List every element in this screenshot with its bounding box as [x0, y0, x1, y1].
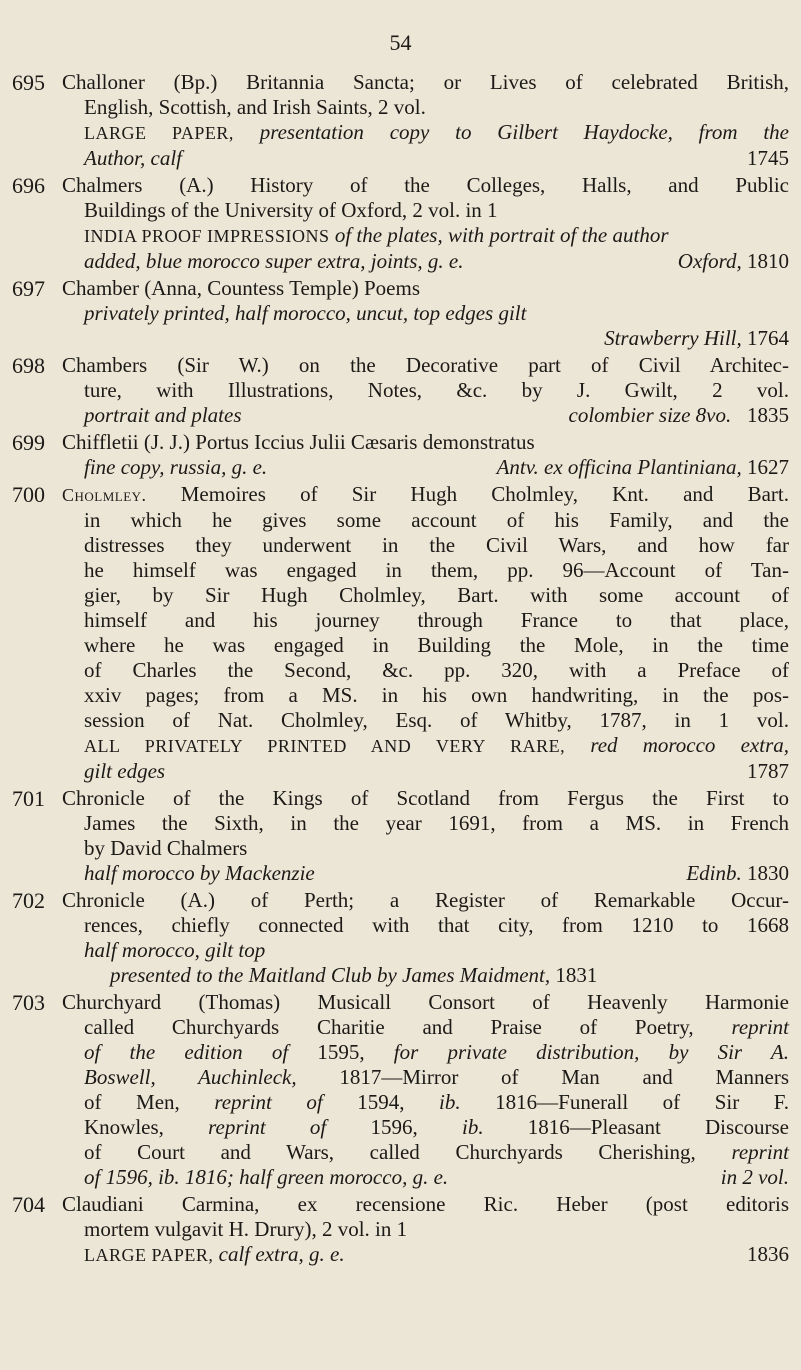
- entry-number: 701: [12, 786, 45, 811]
- entry-imprint: Oxford, 1810: [677, 249, 789, 273]
- entry-binding: half morocco, gilt top: [84, 938, 266, 962]
- page-number: 54: [389, 30, 412, 55]
- entry-number: 699: [12, 430, 45, 455]
- entry-700: [0, 482, 801, 784]
- entry-line: [0, 403, 801, 428]
- entry-number: 695: [12, 70, 45, 95]
- entry-line: xxiv pages; from a MS. in his own handwriting, in the pos-: [84, 683, 789, 707]
- entry-line: Chronicle (A.) of Perth; a Register of Remarkable Occur-: [62, 888, 789, 912]
- entry-binding: gilt edges: [84, 759, 166, 783]
- entry-line: himself and his journey through France to that place,: [84, 608, 789, 632]
- entry-line: session of Nat. Cholmley, Esq. of Whitby, 1787, in 1 vol.: [84, 708, 789, 732]
- entry-number: 702: [12, 888, 45, 913]
- entry-number: 697: [12, 276, 45, 301]
- entry-binding: of 1596, ib. 1816; half green morocco, g. e.: [84, 1165, 449, 1189]
- entry-702: [0, 888, 801, 988]
- entry-imprint: Antv. ex officina Plantiniana, 1627: [496, 455, 789, 479]
- entry-binding: portrait and plates: [84, 403, 242, 427]
- entry-line: [0, 938, 801, 963]
- entry-line: [0, 861, 801, 886]
- entry-date: 1836: [747, 1242, 789, 1266]
- entry-line: [0, 249, 801, 274]
- entry-698: [0, 353, 801, 428]
- entry-number: 698: [12, 353, 45, 378]
- entry-binding: privately printed, half morocco, uncut, top edges gilt: [84, 301, 527, 325]
- entry-695: [0, 70, 801, 171]
- entry-line: [0, 301, 801, 326]
- entry-line: presented to the Maitland Club by James Maidment, 1831: [110, 963, 598, 987]
- entry-line: James the Sixth, in the year 1691, from a MS. in French: [84, 811, 789, 835]
- entry-line: LARGE PAPER, presentation copy to Gilbert Haydocke, from the: [84, 120, 789, 144]
- entry-line: Boswell, Auchinleck, 1817—Mirror of Man and Manners: [84, 1065, 789, 1089]
- entry-line: distresses they underwent in the Civil Wars, and how far: [84, 533, 789, 557]
- entry-704: [0, 1192, 801, 1268]
- entry-line: Chamber (Anna, Countess Temple) Poems: [62, 276, 421, 300]
- entry-line: where he was engaged in Building the Mole, in the time: [84, 633, 789, 657]
- entry-line: Cholmley. Memoires of Sir Hugh Cholmley, Knt. and Bart.: [62, 482, 789, 506]
- entry-number: 700: [12, 482, 45, 507]
- entry-line: [0, 146, 801, 171]
- entry-number: 704: [12, 1192, 45, 1217]
- entry-703: [0, 990, 801, 1190]
- entry-line: Chiffletii (J. J.) Portus Iccius Julii Cæsaris demonstratus: [62, 430, 535, 454]
- entry-imprint: Edinb. 1830: [686, 861, 789, 885]
- entry-line: English, Scottish, and Irish Saints, 2 vol.: [84, 95, 426, 119]
- entry-line: [0, 1165, 801, 1190]
- entry-number: 696: [12, 173, 45, 198]
- entry-line: in which he gives some account of his Family, and the: [84, 508, 789, 532]
- entry-list: [0, 70, 801, 1270]
- entry-volumes: in 2 vol.: [720, 1165, 789, 1189]
- entry-line: of Charles the Second, &c. pp. 320, with a Preface of: [84, 658, 789, 682]
- entry-line: [0, 455, 801, 480]
- entry-line: ALL PRIVATELY PRINTED AND VERY RARE, red morocco extra,: [84, 733, 789, 757]
- entry-binding: fine copy, russia, g. e.: [84, 455, 268, 479]
- entry-line: Buildings of the University of Oxford, 2 vol. in 1: [84, 198, 498, 222]
- entry-701: [0, 786, 801, 886]
- entry-line: of Men, reprint of 1594, ib. 1816—Funerall of Sir F.: [84, 1090, 789, 1114]
- entry-binding: Author, calf: [84, 146, 182, 170]
- entry-line: called Churchyards Charitie and Praise of Poetry, reprint: [84, 1015, 789, 1039]
- entry-line: rences, chiefly connected with that city, from 1210 to 1668: [84, 913, 789, 937]
- entry-line: Chambers (Sir W.) on the Decorative part of Civil Architec-: [62, 353, 789, 377]
- entry-line: Challoner (Bp.) Britannia Sancta; or Lives of celebrated British,: [62, 70, 789, 94]
- entry-binding: added, blue morocco super extra, joints, g. e.: [84, 249, 464, 273]
- entry-line: Chronicle of the Kings of Scotland from Fergus the First to: [62, 786, 789, 810]
- entry-line: of the edition of 1595, for private distribution, by Sir A.: [84, 1040, 789, 1064]
- entry-format: colombier size 8vo. 1835: [568, 403, 789, 427]
- entry-line: [0, 759, 801, 784]
- entry-date: 1787: [747, 759, 789, 783]
- entry-line: he himself was engaged in them, pp. 96—Account of Tan-: [84, 558, 789, 582]
- entry-line: Churchyard (Thomas) Musicall Consort of Heavenly Harmonie: [62, 990, 789, 1014]
- entry-696: [0, 173, 801, 274]
- entry-697: [0, 276, 801, 351]
- entry-line: INDIA PROOF IMPRESSIONS of the plates, with portrait of the author: [84, 223, 669, 247]
- entry-binding: LARGE PAPER, calf extra, g. e.: [84, 1242, 345, 1266]
- entry-line: ture, with Illustrations, Notes, &c. by J. Gwilt, 2 vol.: [84, 378, 789, 402]
- entry-imprint: Strawberry Hill, 1764: [604, 326, 789, 350]
- entry-date: 1745: [747, 146, 789, 170]
- entry-line: Knowles, reprint of 1596, ib. 1816—Pleasant Discourse: [84, 1115, 789, 1139]
- entry-binding: half morocco by Mackenzie: [84, 861, 315, 885]
- entry-line: Claudiani Carmina, ex recensione Ric. Heber (post editoris: [62, 1192, 789, 1216]
- entry-line: [0, 326, 801, 351]
- entry-number: 703: [12, 990, 45, 1015]
- entry-line: by David Chalmers: [84, 836, 248, 860]
- entry-line: Chalmers (A.) History of the Colleges, Halls, and Public: [62, 173, 789, 197]
- entry-line: of Court and Wars, called Churchyards Cherishing, reprint: [84, 1140, 789, 1164]
- entry-699: [0, 430, 801, 480]
- entry-line: gier, by Sir Hugh Cholmley, Bart. with some account of: [84, 583, 789, 607]
- entry-line: [0, 1242, 801, 1268]
- entry-line: mortem vulgavit H. Drury), 2 vol. in 1: [84, 1217, 408, 1241]
